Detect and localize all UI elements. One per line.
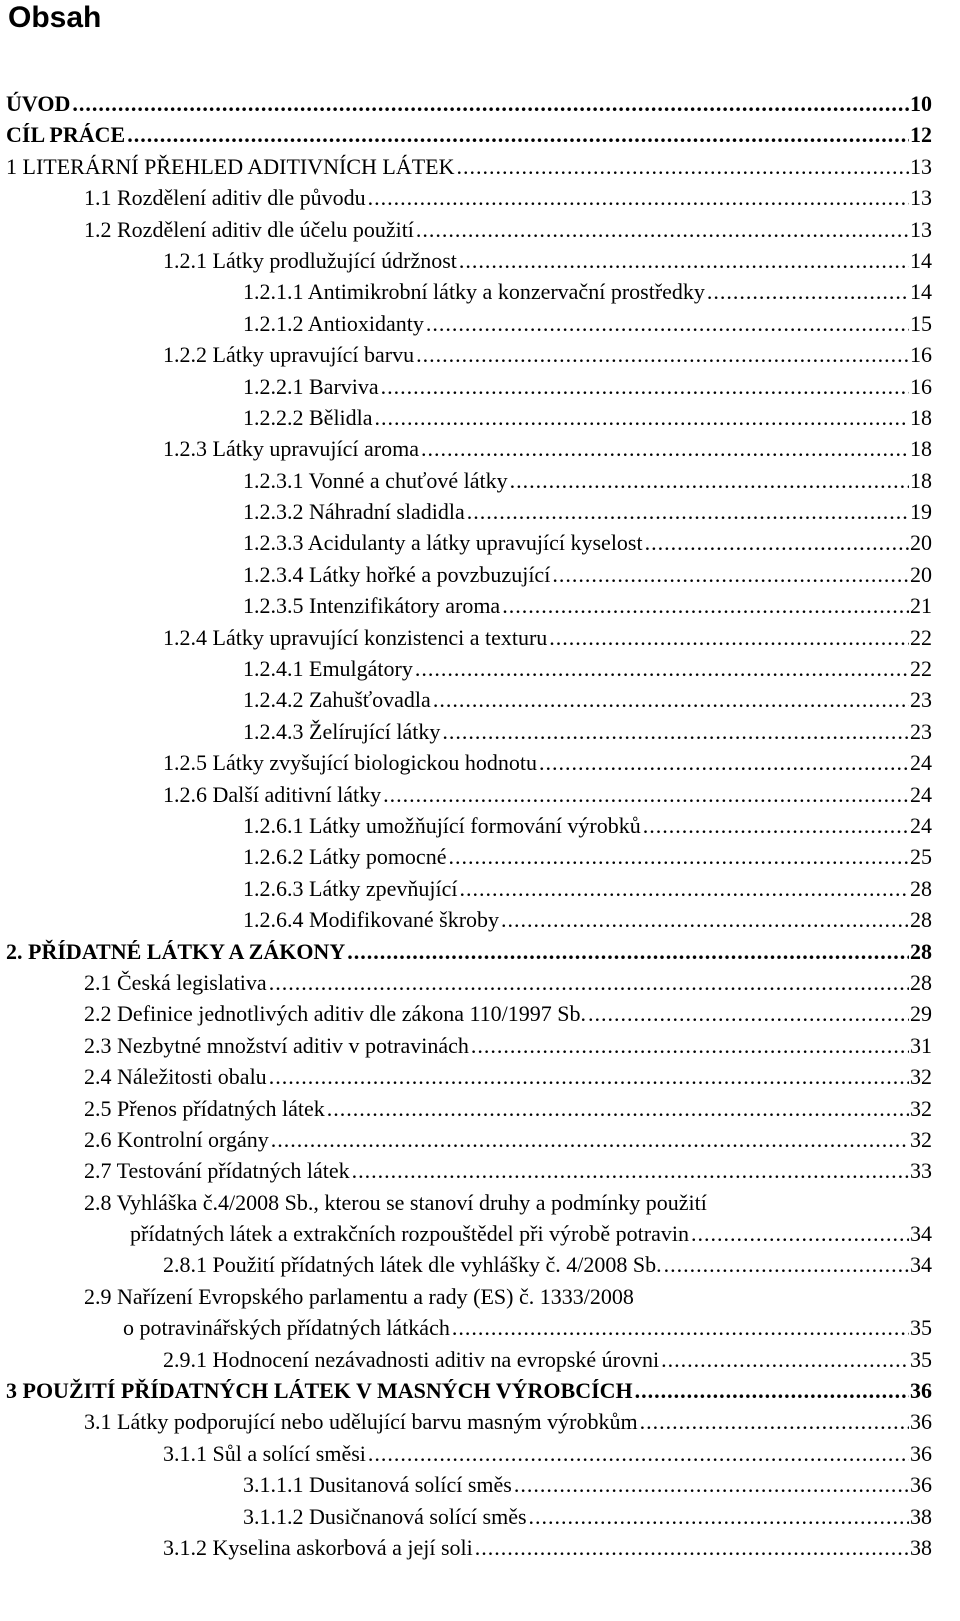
- toc-entry-2[interactable]: [0, 936, 960, 967]
- toc-page-number: 35: [910, 1346, 932, 1372]
- toc-entry-1-2[interactable]: [0, 214, 960, 245]
- toc-entry-2-2[interactable]: [0, 998, 960, 1029]
- toc-leader-dots: [588, 998, 909, 1029]
- toc-entry-1-2-3[interactable]: [0, 433, 960, 464]
- toc-leader-dots: [549, 622, 909, 653]
- toc-leader-dots: [416, 214, 909, 245]
- toc-entry-1-2-3-2[interactable]: [0, 496, 960, 527]
- toc-entry-3-1-1-2[interactable]: [0, 1501, 960, 1532]
- toc-leader-dots: [502, 590, 909, 621]
- toc-page-number: 20: [910, 561, 932, 587]
- toc-entry-1-2-2-2[interactable]: [0, 402, 960, 433]
- toc-page-number: 15: [910, 310, 932, 336]
- toc-entry-1-2-2-1[interactable]: [0, 371, 960, 402]
- toc-entry-label: 1 LITERÁRNÍ PŘEHLED ADITIVNÍCH LÁTEK: [6, 153, 455, 179]
- toc-entry-3-1-1[interactable]: [0, 1438, 960, 1469]
- toc-entry-label: 1.2 Rozdělení aditiv dle účelu použití: [84, 216, 414, 242]
- toc-leader-dots: [514, 1469, 909, 1500]
- toc-entry-label: 1.2.4 Látky upravující konzistenci a texturu: [163, 624, 548, 650]
- toc-page-number: 24: [910, 812, 932, 838]
- toc-leader-dots: [691, 1218, 909, 1249]
- toc-entry-1-2-6[interactable]: [0, 779, 960, 810]
- toc-page-number: 34: [910, 1221, 932, 1247]
- toc-entry-2-8-line1[interactable]: [0, 1187, 960, 1218]
- toc-leader-dots: [433, 684, 909, 715]
- toc-leader-dots: [661, 1344, 909, 1375]
- page-title: Obsah: [8, 1, 102, 34]
- toc-page-number: 13: [910, 153, 932, 179]
- toc-entry-1-2-4-3[interactable]: [0, 716, 960, 747]
- toc-entry-label: 1.2.2.2 Bělidla: [243, 404, 373, 430]
- toc-entry-label: 1.2.4.3 Želírující látky: [243, 718, 441, 744]
- toc-page-number: 14: [910, 279, 932, 305]
- toc-page-number: 38: [910, 1534, 932, 1560]
- toc-entry-uvod[interactable]: [0, 88, 960, 119]
- toc-leader-dots: [127, 119, 909, 150]
- toc-entry-label: 2.6 Kontrolní orgány: [84, 1126, 269, 1152]
- toc-leader-dots: [640, 1406, 909, 1437]
- toc-page-number: 19: [910, 499, 932, 525]
- toc-page-number: 28: [910, 969, 932, 995]
- toc-leader-dots: [452, 1312, 909, 1343]
- toc-page-number: 18: [910, 404, 932, 430]
- toc-page-number: 22: [910, 624, 932, 650]
- toc-entry-label: 3 POUŽITÍ PŘÍDATNÝCH LÁTEK V MASNÝCH VÝROBCÍCH: [6, 1378, 633, 1404]
- toc-leader-dots: [459, 873, 909, 904]
- toc-page-number: 16: [910, 373, 932, 399]
- toc-entry-2-7[interactable]: [0, 1155, 960, 1186]
- toc-entry-2-8-line2[interactable]: [0, 1218, 960, 1249]
- toc-entry-label: 1.2.3.5 Intenzifikátory aroma: [243, 593, 501, 619]
- toc-entry-1-1[interactable]: [0, 182, 960, 213]
- toc-entry-label: 1.2.6 Další aditivní látky: [163, 781, 382, 807]
- toc-leader-dots: [442, 716, 909, 747]
- toc-page-number: 38: [910, 1503, 932, 1529]
- toc-entry-1-2-1[interactable]: [0, 245, 960, 276]
- toc-page-number: 23: [910, 687, 932, 713]
- toc-entry-1-2-6-3[interactable]: [0, 873, 960, 904]
- toc-page-number: 22: [910, 656, 932, 682]
- toc-leader-dots: [269, 967, 909, 998]
- toc-leader-dots: [635, 1375, 909, 1406]
- toc-entry-label: 1.2.3.3 Acidulanty a látky upravující kyselost: [243, 530, 643, 556]
- toc-entry-label: 1.2.3.2 Náhradní sladidla: [243, 499, 465, 525]
- toc-leader-dots: [421, 433, 909, 464]
- toc-leader-dots: [457, 151, 910, 182]
- toc-leader-dots: [510, 465, 909, 496]
- toc-entry-label: 3.1 Látky podporující nebo udělující barvu masným výrobkům: [84, 1409, 638, 1435]
- toc-leader-dots: [375, 402, 909, 433]
- toc-entry-label: 1.2.6.3 Látky zpevňující: [243, 875, 458, 901]
- toc-entry-1-2-6-4[interactable]: [0, 904, 960, 935]
- toc-entry-label: 1.2.6.1 Látky umožňující formování výrobků: [243, 812, 641, 838]
- toc-page-number: 28: [910, 875, 932, 901]
- toc-entry-label: 1.2.4.2 Zahušťovadla: [243, 687, 431, 713]
- toc-leader-dots: [72, 88, 909, 119]
- toc-leader-dots: [347, 936, 909, 967]
- toc-page-number: 33: [910, 1158, 932, 1184]
- toc-leader-dots: [643, 810, 909, 841]
- toc-page-number: 13: [910, 185, 932, 211]
- toc-entry-2-8-1[interactable]: [0, 1249, 960, 1280]
- toc-entry-label: 2.9.1 Hodnocení nezávadnosti aditiv na evropské úrovni: [163, 1346, 660, 1372]
- toc-page-number: 28: [910, 907, 932, 933]
- toc-entry-3[interactable]: [0, 1375, 960, 1406]
- toc-page-number: 29: [910, 1001, 932, 1027]
- toc-entry-1-2-6-1[interactable]: [0, 810, 960, 841]
- toc-entry-label: 3.1.2 Kyselina askorbová a její soli: [163, 1534, 473, 1560]
- toc-leader-dots: [467, 496, 909, 527]
- toc-page-number: 18: [910, 467, 932, 493]
- toc-page-number: 12: [910, 122, 932, 148]
- toc-page-number: 20: [910, 530, 932, 556]
- toc-entry-label: 1.2.5 Látky zvyšující biologickou hodnotu: [163, 750, 537, 776]
- toc-entry-1-2-1-1[interactable]: [0, 276, 960, 307]
- toc-entry-1-2-3-3[interactable]: [0, 527, 960, 558]
- table-of-contents: [0, 88, 960, 1563]
- toc-entry-label: přídatných látek a extrakčních rozpouštědel při výrobě potravin: [130, 1221, 689, 1247]
- toc-entry-label: 3.1.1 Sůl a solící směsi: [163, 1440, 366, 1466]
- toc-page-number: 18: [910, 436, 932, 462]
- toc-entry-label: 1.2.2.1 Barviva: [243, 373, 379, 399]
- toc-page-number: 25: [910, 844, 932, 870]
- toc-entry-label: 2.7 Testování přídatných látek: [84, 1158, 350, 1184]
- toc-entry-label: o potravinářských přídatných látkách: [123, 1315, 450, 1341]
- toc-entry-2-9-1[interactable]: [0, 1344, 960, 1375]
- toc-entry-label: 3.1.1.1 Dusitanová solící směs: [243, 1472, 512, 1498]
- toc-entry-label: 1.2.3.1 Vonné a chuťové látky: [243, 467, 508, 493]
- toc-entry-label: 1.1 Rozdělení aditiv dle původu: [84, 185, 366, 211]
- toc-leader-dots: [352, 1155, 909, 1186]
- toc-entry-1-2-3-5[interactable]: [0, 590, 960, 621]
- toc-entry-label: CÍL PRÁCE: [6, 122, 126, 148]
- toc-entry-2-9-line2[interactable]: [0, 1312, 960, 1343]
- toc-leader-dots: [415, 653, 909, 684]
- toc-leader-dots: [475, 1532, 909, 1563]
- toc-page-number: 10: [910, 91, 932, 116]
- toc-leader-dots: [664, 1249, 909, 1280]
- toc-entry-label: 3.1.1.2 Dusičnanová solící směs: [243, 1503, 527, 1529]
- toc-page-number: 36: [910, 1440, 932, 1466]
- toc-leader-dots: [416, 339, 909, 370]
- toc-leader-dots: [381, 371, 909, 402]
- toc-page-number: 24: [910, 781, 932, 807]
- toc-leader-dots: [426, 308, 909, 339]
- toc-entry-2-5[interactable]: [0, 1093, 960, 1124]
- toc-entry-1-2-4-2[interactable]: [0, 684, 960, 715]
- toc-entry-1-2-2[interactable]: [0, 339, 960, 370]
- toc-entry-label: 2.9 Nařízení Evropského parlamentu a rady (ES) č. 1333/2008: [84, 1283, 634, 1309]
- toc-leader-dots: [448, 841, 909, 872]
- toc-entry-2-6[interactable]: [0, 1124, 960, 1155]
- toc-entry-1-2-1-2[interactable]: [0, 308, 960, 339]
- toc-entry-label: 1.2.1.1 Antimikrobní látky a konzervační prostředky: [243, 279, 705, 305]
- toc-leader-dots: [269, 1061, 909, 1092]
- toc-leader-dots: [552, 559, 909, 590]
- toc-page-number: 34: [910, 1252, 932, 1278]
- toc-entry-label: 2.1 Česká legislativa: [84, 969, 267, 995]
- toc-entry-label: 2.8 Vyhláška č.4/2008 Sb., kterou se stanoví druhy a podmínky použití: [84, 1189, 707, 1215]
- toc-entry-1-2-4-1[interactable]: [0, 653, 960, 684]
- toc-entry-3-1[interactable]: [0, 1406, 960, 1437]
- toc-page-number: 13: [910, 216, 932, 242]
- toc-entry-label: 1.2.3 Látky upravující aroma: [163, 436, 419, 462]
- toc-entry-2-1[interactable]: [0, 967, 960, 998]
- toc-entry-3-1-1-1[interactable]: [0, 1469, 960, 1500]
- toc-entry-label: 2.8.1 Použití přídatných látek dle vyhlášky č. 4/2008 Sb.: [163, 1252, 662, 1278]
- toc-entry-label: ÚVOD: [6, 91, 71, 116]
- toc-entry-label: 1.2.1.2 Antioxidanty: [243, 310, 424, 336]
- toc-entry-1-2-6-2[interactable]: [0, 841, 960, 872]
- toc-entry-label: 1.2.6.4 Modifikované škroby: [243, 907, 500, 933]
- toc-entry-2-4[interactable]: [0, 1061, 960, 1092]
- toc-leader-dots: [501, 904, 909, 935]
- toc-entry-label: 2.5 Přenos přídatných látek: [84, 1095, 325, 1121]
- toc-entry-cil-prace[interactable]: [0, 119, 960, 150]
- toc-leader-dots: [271, 1124, 909, 1155]
- toc-entry-1-2-4[interactable]: [0, 622, 960, 653]
- toc-page-number: 36: [910, 1409, 932, 1435]
- toc-page-number: 32: [910, 1126, 932, 1152]
- toc-page-number: 32: [910, 1064, 932, 1090]
- toc-entry-label: 1.2.6.2 Látky pomocné: [243, 844, 447, 870]
- toc-page-number: 36: [910, 1378, 932, 1404]
- toc-leader-dots: [645, 527, 909, 558]
- toc-leader-dots: [539, 747, 909, 778]
- toc-leader-dots: [471, 1030, 909, 1061]
- toc-entry-2-3[interactable]: [0, 1030, 960, 1061]
- toc-leader-dots: [529, 1501, 909, 1532]
- toc-page-number: 23: [910, 718, 932, 744]
- toc-page-number: 21: [910, 593, 932, 619]
- toc-entry-label: 1.2.2 Látky upravující barvu: [163, 342, 415, 368]
- toc-leader-dots: [459, 245, 909, 276]
- toc-page-number: 24: [910, 750, 932, 776]
- toc-entry-1[interactable]: [0, 151, 960, 182]
- toc-page-number: 31: [910, 1032, 932, 1058]
- toc-page-number: 28: [910, 938, 932, 964]
- toc-entry-label: 2.3 Nezbytné množství aditiv v potravinách: [84, 1032, 469, 1058]
- toc-leader-dots: [368, 1438, 909, 1469]
- toc-leader-dots: [368, 182, 909, 213]
- toc-leader-dots: [327, 1093, 909, 1124]
- toc-page-number: 14: [910, 247, 932, 273]
- toc-page-number: 32: [910, 1095, 932, 1121]
- toc-leader-dots: [707, 276, 909, 307]
- toc-entry-label: 1.2.3.4 Látky hořké a povzbuzující: [243, 561, 551, 587]
- toc-entry-label: 1.2.1 Látky prodlužující údržnost: [163, 247, 457, 273]
- toc-entry-1-2-3-4[interactable]: [0, 559, 960, 590]
- toc-entry-label: 2.2 Definice jednotlivých aditiv dle zákona 110/1997 Sb.: [84, 1001, 587, 1027]
- toc-page-number: 35: [910, 1315, 932, 1341]
- toc-entry-1-2-5[interactable]: [0, 747, 960, 778]
- toc-entry-2-9-line1[interactable]: [0, 1281, 960, 1312]
- toc-entry-label: 2.4 Náležitosti obalu: [84, 1064, 267, 1090]
- toc-page-number: 36: [910, 1472, 932, 1498]
- toc-entry-3-1-2[interactable]: [0, 1532, 960, 1563]
- toc-page-number: 16: [910, 342, 932, 368]
- toc-entry-label: 2. PŘÍDATNÉ LÁTKY A ZÁKONY: [6, 938, 346, 964]
- toc-leader-dots: [383, 779, 909, 810]
- toc-entry-1-2-3-1[interactable]: [0, 465, 960, 496]
- toc-entry-label: 1.2.4.1 Emulgátory: [243, 656, 413, 682]
